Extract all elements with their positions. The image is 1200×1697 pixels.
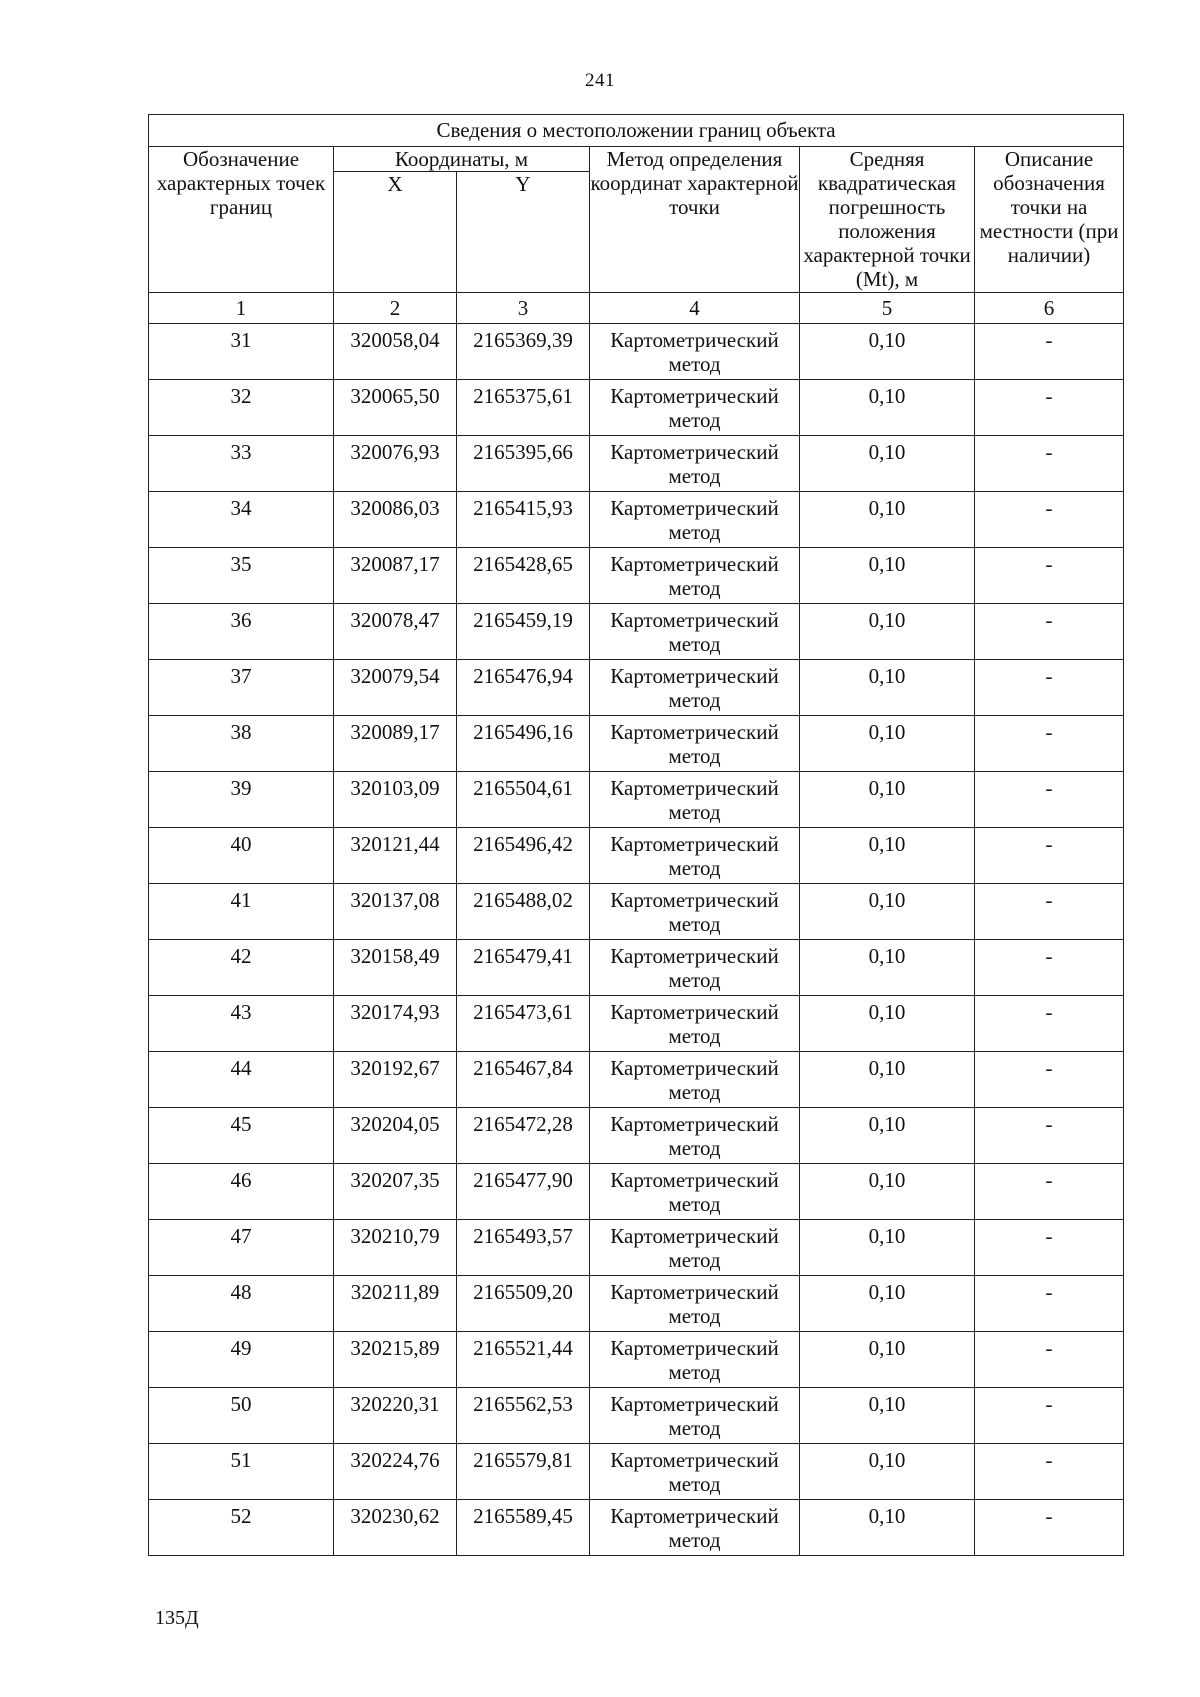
footer-code: 135Д [155, 1607, 199, 1629]
cell-description: - [975, 660, 1124, 716]
column-number: 5 [800, 293, 975, 324]
cell-description: - [975, 380, 1124, 436]
column-number: 3 [457, 293, 590, 324]
cell-method: Картометрический метод [590, 1164, 800, 1220]
table-row [149, 324, 1124, 380]
cell-method: Картометрический метод [590, 940, 800, 996]
cell-point: 42 [149, 940, 334, 996]
cell-x: 320079,54 [334, 660, 457, 716]
cell-error: 0,10 [800, 324, 975, 380]
cell-point: 51 [149, 1444, 334, 1500]
cell-point: 41 [149, 884, 334, 940]
cell-point: 38 [149, 716, 334, 772]
table-row [149, 1444, 1124, 1500]
table-body [149, 324, 1124, 1556]
cell-y: 2165395,66 [457, 436, 590, 492]
cell-point: 35 [149, 548, 334, 604]
cell-y: 2165415,93 [457, 492, 590, 548]
cell-x: 320174,93 [334, 996, 457, 1052]
table-row [149, 828, 1124, 884]
cell-point: 40 [149, 828, 334, 884]
cell-method: Картометрический метод [590, 1220, 800, 1276]
cell-method: Картометрический метод [590, 1500, 800, 1556]
cell-x: 320058,04 [334, 324, 457, 380]
cell-description: - [975, 1220, 1124, 1276]
cell-error: 0,10 [800, 492, 975, 548]
cell-point: 45 [149, 1108, 334, 1164]
cell-error: 0,10 [800, 1444, 975, 1500]
header-method: Метод определения координат характерной точки [590, 147, 800, 293]
cell-method: Картометрический метод [590, 1388, 800, 1444]
table-row [149, 1276, 1124, 1332]
boundary-coordinates-table [148, 114, 1124, 1556]
table-row [149, 884, 1124, 940]
header-y: Y [457, 172, 590, 293]
column-numbers-row [149, 293, 1124, 324]
cell-description: - [975, 1276, 1124, 1332]
cell-y: 2165579,81 [457, 1444, 590, 1500]
cell-method: Картометрический метод [590, 1332, 800, 1388]
cell-y: 2165375,61 [457, 380, 590, 436]
cell-x: 320210,79 [334, 1220, 457, 1276]
cell-x: 320137,08 [334, 884, 457, 940]
cell-description: - [975, 772, 1124, 828]
cell-y: 2165521,44 [457, 1332, 590, 1388]
cell-error: 0,10 [800, 1500, 975, 1556]
cell-error: 0,10 [800, 548, 975, 604]
cell-y: 2165477,90 [457, 1164, 590, 1220]
cell-description: - [975, 996, 1124, 1052]
cell-error: 0,10 [800, 772, 975, 828]
cell-error: 0,10 [800, 1276, 975, 1332]
cell-x: 320192,67 [334, 1052, 457, 1108]
cell-x: 320103,09 [334, 772, 457, 828]
cell-y: 2165428,65 [457, 548, 590, 604]
cell-method: Картометрический метод [590, 1276, 800, 1332]
cell-method: Картометрический метод [590, 772, 800, 828]
cell-point: 43 [149, 996, 334, 1052]
cell-point: 31 [149, 324, 334, 380]
cell-method: Картометрический метод [590, 324, 800, 380]
cell-description: - [975, 1052, 1124, 1108]
cell-error: 0,10 [800, 604, 975, 660]
cell-description: - [975, 1388, 1124, 1444]
cell-method: Картометрический метод [590, 1052, 800, 1108]
cell-method: Картометрический метод [590, 604, 800, 660]
cell-x: 320087,17 [334, 548, 457, 604]
cell-error: 0,10 [800, 1332, 975, 1388]
cell-x: 320207,35 [334, 1164, 457, 1220]
header-error: Средняя квадратическая погрешность положения характерной точки (Mt), м [800, 147, 975, 293]
table-row [149, 436, 1124, 492]
column-number: 4 [590, 293, 800, 324]
cell-error: 0,10 [800, 1388, 975, 1444]
cell-description: - [975, 548, 1124, 604]
table-row [149, 380, 1124, 436]
cell-method: Картометрический метод [590, 996, 800, 1052]
header-point: Обозначение характерных точек границ [149, 147, 334, 293]
cell-error: 0,10 [800, 828, 975, 884]
cell-description: - [975, 940, 1124, 996]
cell-point: 49 [149, 1332, 334, 1388]
cell-method: Картометрический метод [590, 548, 800, 604]
cell-y: 2165493,57 [457, 1220, 590, 1276]
cell-point: 34 [149, 492, 334, 548]
header-x: X [334, 172, 457, 293]
cell-y: 2165459,19 [457, 604, 590, 660]
cell-point: 48 [149, 1276, 334, 1332]
cell-point: 37 [149, 660, 334, 716]
table-row [149, 940, 1124, 996]
cell-description: - [975, 1444, 1124, 1500]
table-row [149, 716, 1124, 772]
cell-y: 2165509,20 [457, 1276, 590, 1332]
cell-x: 320078,47 [334, 604, 457, 660]
table-row [149, 1220, 1124, 1276]
table-row [149, 1500, 1124, 1556]
cell-description: - [975, 604, 1124, 660]
cell-error: 0,10 [800, 436, 975, 492]
table-row [149, 660, 1124, 716]
column-number: 6 [975, 293, 1124, 324]
cell-y: 2165476,94 [457, 660, 590, 716]
cell-x: 320204,05 [334, 1108, 457, 1164]
cell-y: 2165479,41 [457, 940, 590, 996]
cell-y: 2165488,02 [457, 884, 590, 940]
header-coordinates: Координаты, м [334, 147, 590, 172]
cell-error: 0,10 [800, 660, 975, 716]
cell-y: 2165562,53 [457, 1388, 590, 1444]
cell-error: 0,10 [800, 1220, 975, 1276]
table-caption: Сведения о местоположении границ объекта [149, 115, 1124, 147]
table-row [149, 1332, 1124, 1388]
cell-y: 2165472,28 [457, 1108, 590, 1164]
cell-point: 52 [149, 1500, 334, 1556]
cell-method: Картометрический метод [590, 884, 800, 940]
cell-x: 320211,89 [334, 1276, 457, 1332]
cell-y: 2165589,45 [457, 1500, 590, 1556]
cell-point: 36 [149, 604, 334, 660]
table-row [149, 1108, 1124, 1164]
cell-x: 320224,76 [334, 1444, 457, 1500]
cell-x: 320065,50 [334, 380, 457, 436]
cell-error: 0,10 [800, 1108, 975, 1164]
cell-y: 2165467,84 [457, 1052, 590, 1108]
cell-point: 39 [149, 772, 334, 828]
cell-error: 0,10 [800, 884, 975, 940]
cell-y: 2165504,61 [457, 772, 590, 828]
cell-point: 50 [149, 1388, 334, 1444]
cell-method: Картометрический метод [590, 1108, 800, 1164]
page-number: 241 [585, 70, 615, 91]
cell-point: 44 [149, 1052, 334, 1108]
cell-x: 320215,89 [334, 1332, 457, 1388]
cell-description: - [975, 716, 1124, 772]
cell-point: 33 [149, 436, 334, 492]
cell-x: 320230,62 [334, 1500, 457, 1556]
cell-description: - [975, 436, 1124, 492]
cell-y: 2165369,39 [457, 324, 590, 380]
table-row [149, 1164, 1124, 1220]
column-number: 1 [149, 293, 334, 324]
cell-method: Картометрический метод [590, 436, 800, 492]
cell-method: Картометрический метод [590, 1444, 800, 1500]
cell-y: 2165496,16 [457, 716, 590, 772]
cell-y: 2165473,61 [457, 996, 590, 1052]
cell-method: Картометрический метод [590, 660, 800, 716]
cell-method: Картометрический метод [590, 716, 800, 772]
column-number: 2 [334, 293, 457, 324]
cell-error: 0,10 [800, 996, 975, 1052]
cell-x: 320121,44 [334, 828, 457, 884]
cell-y: 2165496,42 [457, 828, 590, 884]
cell-point: 47 [149, 1220, 334, 1276]
header-description: Описание обозначения точки на местности (при наличии) [975, 147, 1124, 293]
cell-x: 320158,49 [334, 940, 457, 996]
cell-description: - [975, 884, 1124, 940]
table-row [149, 772, 1124, 828]
cell-method: Картометрический метод [590, 828, 800, 884]
cell-x: 320076,93 [334, 436, 457, 492]
cell-error: 0,10 [800, 1164, 975, 1220]
cell-description: - [975, 828, 1124, 884]
cell-method: Картометрический метод [590, 492, 800, 548]
table-row [149, 996, 1124, 1052]
cell-description: - [975, 1108, 1124, 1164]
cell-error: 0,10 [800, 380, 975, 436]
cell-x: 320086,03 [334, 492, 457, 548]
cell-method: Картометрический метод [590, 380, 800, 436]
table-row [149, 548, 1124, 604]
cell-x: 320220,31 [334, 1388, 457, 1444]
cell-error: 0,10 [800, 940, 975, 996]
cell-description: - [975, 1332, 1124, 1388]
cell-description: - [975, 324, 1124, 380]
cell-description: - [975, 492, 1124, 548]
cell-error: 0,10 [800, 716, 975, 772]
cell-error: 0,10 [800, 1052, 975, 1108]
cell-point: 46 [149, 1164, 334, 1220]
table-row [149, 1052, 1124, 1108]
cell-description: - [975, 1164, 1124, 1220]
table-row [149, 492, 1124, 548]
cell-description: - [975, 1500, 1124, 1556]
cell-point: 32 [149, 380, 334, 436]
table-row [149, 604, 1124, 660]
table-row [149, 1388, 1124, 1444]
cell-x: 320089,17 [334, 716, 457, 772]
